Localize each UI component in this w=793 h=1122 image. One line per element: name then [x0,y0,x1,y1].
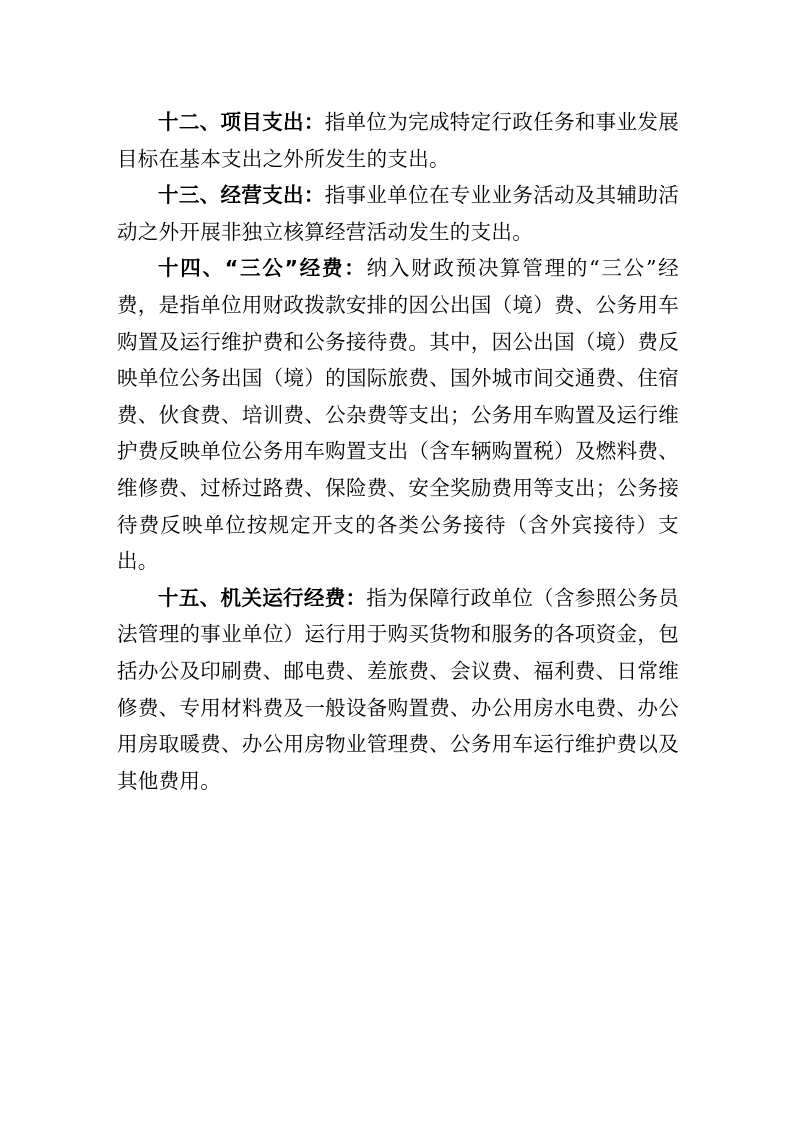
paragraph-heading: 十四、“三公”经费： [158,256,367,281]
paragraph-text: 指事业单位在专业业务活动及其辅助活动之外开展非独立核算经营活动发生的支出。 [117,183,679,244]
document-body [117,104,679,799]
paragraph-operating-expenditure [117,177,679,250]
paragraph-text: 纳入财政预决算管理的“三公”经费，是指单位用财政拨款安排的因公出国（境）费、公务用车购置及运行维护费和公务接待费。其中，因公出国（境）费反映单位公务出国（境）的国际旅费、国外城市间交通费、住宿费、伙食费、培训费、公杂费等支出；公务用车购置及运行维护费反映单位公务用车购置支出（含车辆购置税）及燃料费、维修费、过桥过路费、保险费、安全奖励费用等支出；公务接待费反映单位按规定开支的各类公务接待（含外宾接待）支出。 [117,256,679,574]
paragraph-text: 指为保障行政单位（含参照公务员法管理的事业单位）运行用于购买货物和服务的各项资金，包括办公及印刷费、邮电费、差旅费、会议费、福利费、日常维修费、专用材料费及一般设备购置费、办公用房水电费、办公用房取暖费、办公用房物业管理费、公务用车运行维护费以及其他费用。 [117,585,680,793]
paragraph-project-expenditure [117,104,679,177]
paragraph-text: 指单位为完成特定行政任务和事业发展目标在基本支出之外所发生的支出。 [117,110,679,171]
paragraph-heading: 十二、项目支出： [158,110,325,134]
paragraph-three-public-expenses [117,250,679,579]
paragraph-heading: 十三、经营支出： [158,183,325,208]
paragraph-agency-operating-expenses [117,580,679,800]
paragraph-heading: 十五、机关运行经费： [158,585,367,610]
